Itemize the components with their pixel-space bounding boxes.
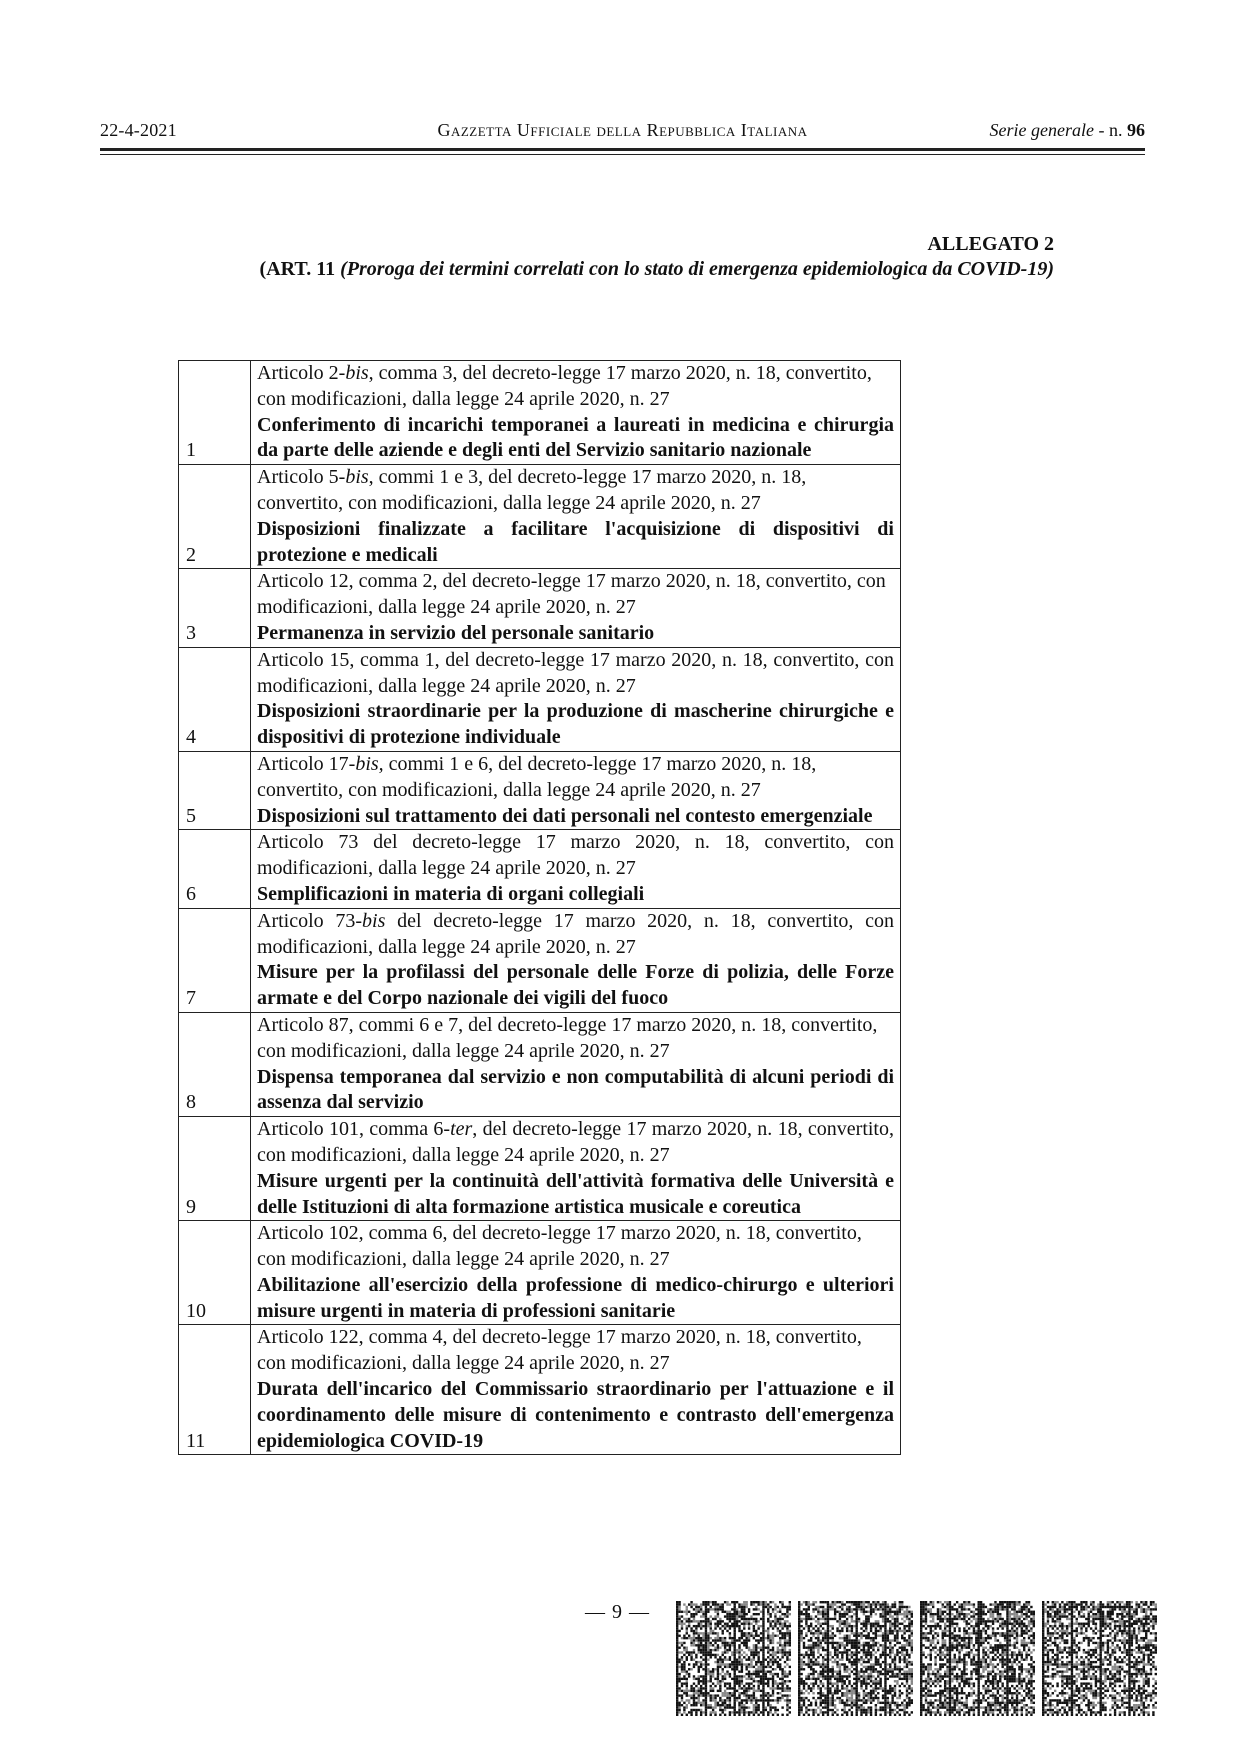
- provision-heading: Permanenza in servizio del personale sanitario: [257, 621, 655, 644]
- reference-suffix: bis,: [355, 752, 384, 775]
- reference-text: Articolo 122, comma 4, del decreto-legge 17 marzo 2020, n. 18, convertito, con modificazioni, dalla legge 24 aprile 2020, n. 27: [257, 1326, 862, 1375]
- reference-text-rest: commi 1 e 6, del decreto-legge 17 marzo 2020, n. 18, convertito, con modificazioni, dalla legge 24 aprile 2020, n. 27: [257, 752, 817, 801]
- table-row: [179, 1117, 901, 1221]
- legal-reference: [257, 909, 894, 961]
- header-rule-thick: [100, 148, 1145, 151]
- page-number: — 9 —: [585, 1601, 650, 1623]
- row-content: [251, 1012, 901, 1116]
- table-row: [179, 1221, 901, 1325]
- row-content: [251, 647, 901, 751]
- page-header: [100, 120, 1145, 144]
- datamatrix-code-icon: [1042, 1601, 1157, 1716]
- reference-suffix: bis: [345, 362, 369, 384]
- legal-reference: [257, 752, 894, 804]
- table-row: [179, 647, 901, 751]
- reference-text: Articolo 5-: [257, 466, 346, 489]
- row-number: 5: [179, 751, 251, 829]
- reference-suffix: ter: [450, 1118, 473, 1141]
- reference-text-rest: , del decreto-legge 17 marzo 2020, n. 18, convertito, con modificazioni, dalla legge 24 aprile 2020, n. 27: [257, 1118, 894, 1166]
- table-row: [179, 1012, 901, 1116]
- table-row: [179, 830, 901, 908]
- datamatrix-codes: [676, 1601, 1157, 1719]
- legal-reference: [257, 1117, 894, 1169]
- provision-heading: Misure per la profilassi del personale delle Forze di polizia, delle Forze armate e del Corpo nazionale dei vigili del fuoco: [257, 961, 894, 1010]
- row-content: [251, 569, 901, 647]
- provision-heading: Dispensa temporanea dal servizio e non computabilità di alcuni periodi di assenza dal servizio: [257, 1065, 894, 1114]
- table-row: [179, 361, 901, 465]
- row-content: [251, 908, 901, 1012]
- table-row: [179, 1325, 901, 1455]
- reference-text-rest: , commi 1 e 3, del decreto-legge 17 marzo 2020, n. 18, convertito, con modificazioni, dalla legge 24 aprile 2020, n. 27: [257, 466, 807, 514]
- row-number: 8: [179, 1012, 251, 1116]
- series-label: Serie generale: [989, 120, 1094, 140]
- datamatrix-code-icon: [676, 1601, 791, 1716]
- row-content: [251, 1221, 901, 1325]
- reference-text: Articolo 17-: [257, 752, 356, 775]
- row-number: 2: [179, 465, 251, 569]
- issue-number: 96: [1127, 120, 1145, 140]
- reference-suffix: bis: [345, 466, 369, 489]
- reference-text: Articolo 12, comma 2, del decreto-legge 17 marzo 2020, n. 18, convertito, con modificazioni, dalla legge 24 aprile 2020, n. 27: [257, 570, 886, 619]
- annex-table: [178, 360, 901, 1455]
- reference-suffix: bis: [362, 909, 386, 932]
- provision-heading: Misure urgenti per la continuità dell'attività formativa delle Università e delle Istituzioni di alta formazione artistica musicale e coreutica: [257, 1169, 894, 1218]
- legal-reference: [257, 569, 894, 621]
- legal-reference: [257, 1325, 894, 1377]
- provision-heading: Disposizioni sul trattamento dei dati personali nel contesto emergenziale: [257, 804, 873, 827]
- row-content: [251, 361, 901, 465]
- annex-subtitle: [234, 257, 1054, 282]
- article-description: (Proroga dei termini correlati con lo stato di emergenza epidemiologica da COVID-19): [340, 258, 1054, 280]
- reference-text: Articolo 15, comma 1, del decreto-legge 17 marzo 2020, n. 18, convertito, con modificazioni, dalla legge 24 aprile 2020, n. 27: [257, 648, 894, 697]
- reference-text-rest: del decreto-legge 17 marzo 2020, n. 18, convertito, con modificazioni, dalla legge 24 aprile 2020, n. 27: [257, 909, 894, 958]
- datamatrix-code-icon: [798, 1601, 913, 1716]
- table-row: [179, 751, 901, 829]
- header-rule-thin: [100, 154, 1145, 155]
- provision-heading: Semplificazioni in materia di organi collegiali: [257, 882, 645, 905]
- annex-title: ALLEGATO 2: [927, 233, 1054, 255]
- row-number: 11: [179, 1325, 251, 1455]
- row-content: [251, 830, 901, 908]
- reference-text: Articolo 101, comma 6-: [257, 1118, 451, 1141]
- row-content: [251, 465, 901, 569]
- row-number: 10: [179, 1221, 251, 1325]
- reference-text-rest: , comma 3, del decreto-legge 17 marzo 2020, n. 18, convertito, con modificazioni, dalla legge 24 aprile 2020, n. 27: [257, 362, 872, 410]
- row-number: 1: [179, 361, 251, 465]
- article-label: (ART. 11: [259, 258, 336, 280]
- row-number: 3: [179, 569, 251, 647]
- legal-reference: [257, 1013, 894, 1065]
- provision-heading: Conferimento di incarichi temporanei a laureati in medicina e chirurgia da parte delle aziende e degli enti del Servizio sanitario nazionale: [257, 413, 894, 462]
- provision-heading: Disposizioni finalizzate a facilitare l'acquisizione di dispositivi di protezione e medicali: [257, 517, 894, 566]
- legal-reference: [257, 361, 894, 413]
- row-content: [251, 1325, 901, 1455]
- series-info: [990, 120, 1145, 141]
- provision-heading: Disposizioni straordinarie per la produzione di mascherine chirurgiche e dispositivi di protezione individuale: [257, 700, 894, 749]
- reference-text: Articolo 102, comma 6, del decreto-legge 17 marzo 2020, n. 18, convertito, con modificazioni, dalla legge 24 aprile 2020, n. 27: [257, 1222, 862, 1271]
- row-number: 7: [179, 908, 251, 1012]
- legal-reference: [257, 648, 894, 700]
- table-row: [179, 465, 901, 569]
- legal-reference: [257, 1221, 894, 1273]
- provision-heading: Durata dell'incarico del Commissario straordinario per l'attuazione e il coordinamento delle misure di contenimento e contrasto dell'emergenza epidemiologica COVID-19: [257, 1378, 894, 1452]
- datamatrix-code-icon: [920, 1601, 1035, 1716]
- row-content: [251, 1117, 901, 1221]
- annex-heading: [234, 232, 1054, 282]
- provision-heading: Abilitazione all'esercizio della professione di medico-chirurgo e ulteriori misure urgenti in materia di professioni sanitarie: [257, 1273, 894, 1322]
- row-content: [251, 751, 901, 829]
- series-separator: - n.: [1094, 120, 1127, 140]
- legal-reference: [257, 830, 894, 882]
- row-number: 6: [179, 830, 251, 908]
- row-number: 9: [179, 1117, 251, 1221]
- legal-reference: [257, 465, 894, 517]
- table-row: [179, 908, 901, 1012]
- reference-text: Articolo 87, commi 6 e 7, del decreto-legge 17 marzo 2020, n. 18, convertito, con modificazioni, dalla legge 24 aprile 2020, n. 27: [257, 1013, 878, 1062]
- reference-text: Articolo 73 del decreto-legge 17 marzo 2020, n. 18, convertito, con modificazioni, dalla legge 24 aprile 2020, n. 27: [257, 831, 894, 880]
- table-row: [179, 569, 901, 647]
- publication-date: 22-4-2021: [100, 120, 177, 140]
- publication-title: Gazzetta Ufficiale della Repubblica Italiana: [437, 120, 808, 140]
- row-number: 4: [179, 647, 251, 751]
- reference-text: Articolo 2-: [257, 362, 346, 384]
- reference-text: Articolo 73-: [257, 909, 363, 932]
